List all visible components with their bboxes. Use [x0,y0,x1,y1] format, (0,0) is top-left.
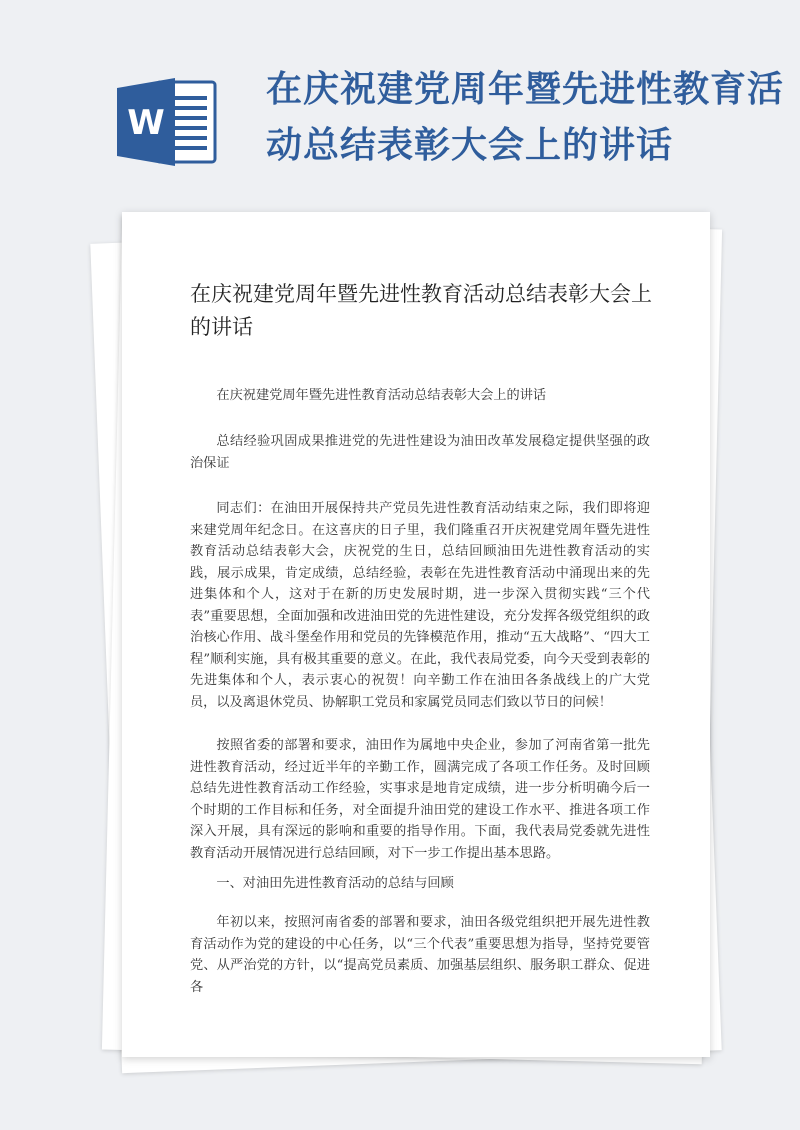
word-document-icon [117,74,219,170]
document-title: 在庆祝建党周年暨先进性教育活动总结表彰大会上的讲话 [190,282,652,339]
svg-text:W: W [127,103,165,143]
subtitle-paragraph: 在庆祝建党周年暨先进性教育活动总结表彰大会上的讲话 [216,388,547,403]
section-heading: 一、对油田先进性教育活动的总结与回顾 [216,876,454,891]
banner-title: 在庆祝建党周年暨先进性教育活动总结表彰大会上的讲话 [266,69,785,166]
body-paragraph: 按照省委的部署和要求，油田作为属地中央企业，参加了河南省第一批先进性教育活动，经过近半年的辛勤工作，圆满完成了各项工作任务。及时回顾总结先进性教育活动工作经验，实事求是地肯定成绩，进一步分析明确今后一个时期的工作目标和任务，对全面提升油田党的建设工作水平、推进各项工作深入开展，具有深远的影响和重要的指导作用。下面，我代表局党委就先进性教育活动开展情况进行总结回顾，对下一步工作提出基本思路。 [190,738,650,861]
banner [0,0,800,205]
body-paragraph: 年初以来，按照河南省委的部署和要求，油田各级党组织把开展先进性教育活动作为党的建设的中心任务，以“三个代表”重要思想为指导，坚持党要管党、从严治党的方针，以“提高党员素质、加强基层组织、服务职工群众、促进各 [190,915,650,995]
theme-paragraph: 总结经验巩固成果推进党的先进性建设为油田改革发展稳定提供坚强的政治保证 [190,434,650,471]
body-paragraph: 同志们：在油田开展保持共产党员先进性教育活动结束之际，我们即将迎来建党周年纪念日。在这喜庆的日子里，我们隆重召开庆祝建党周年暨先进性教育活动总结表彰大会，庆祝党的生日，总结回顾油田先进性教育活动的实践，展示成果，肯定成绩，总结经验，表彰在先进性教育活动中涌现出来的先进集体和个人，这对于在新的历史发展时期，进一步深入贯彻实践“三个代表”重要思想，全面加强和改进油田党的先进性建设，充分发挥各级党组织的政治核心作用、战斗堡垒作用和党员的先锋模范作用，推动“五大战略”、“四大工程”顺利实施，具有极其重要的意义。在此，我代表局党委，向今天受到表彰的先进集体和个人，表示衷心的祝贺！向辛勤工作在油田各条战线上的广大党员，以及离退休党员、协解职工党员和家属党员同志们致以节日的问候！ [190,501,650,710]
